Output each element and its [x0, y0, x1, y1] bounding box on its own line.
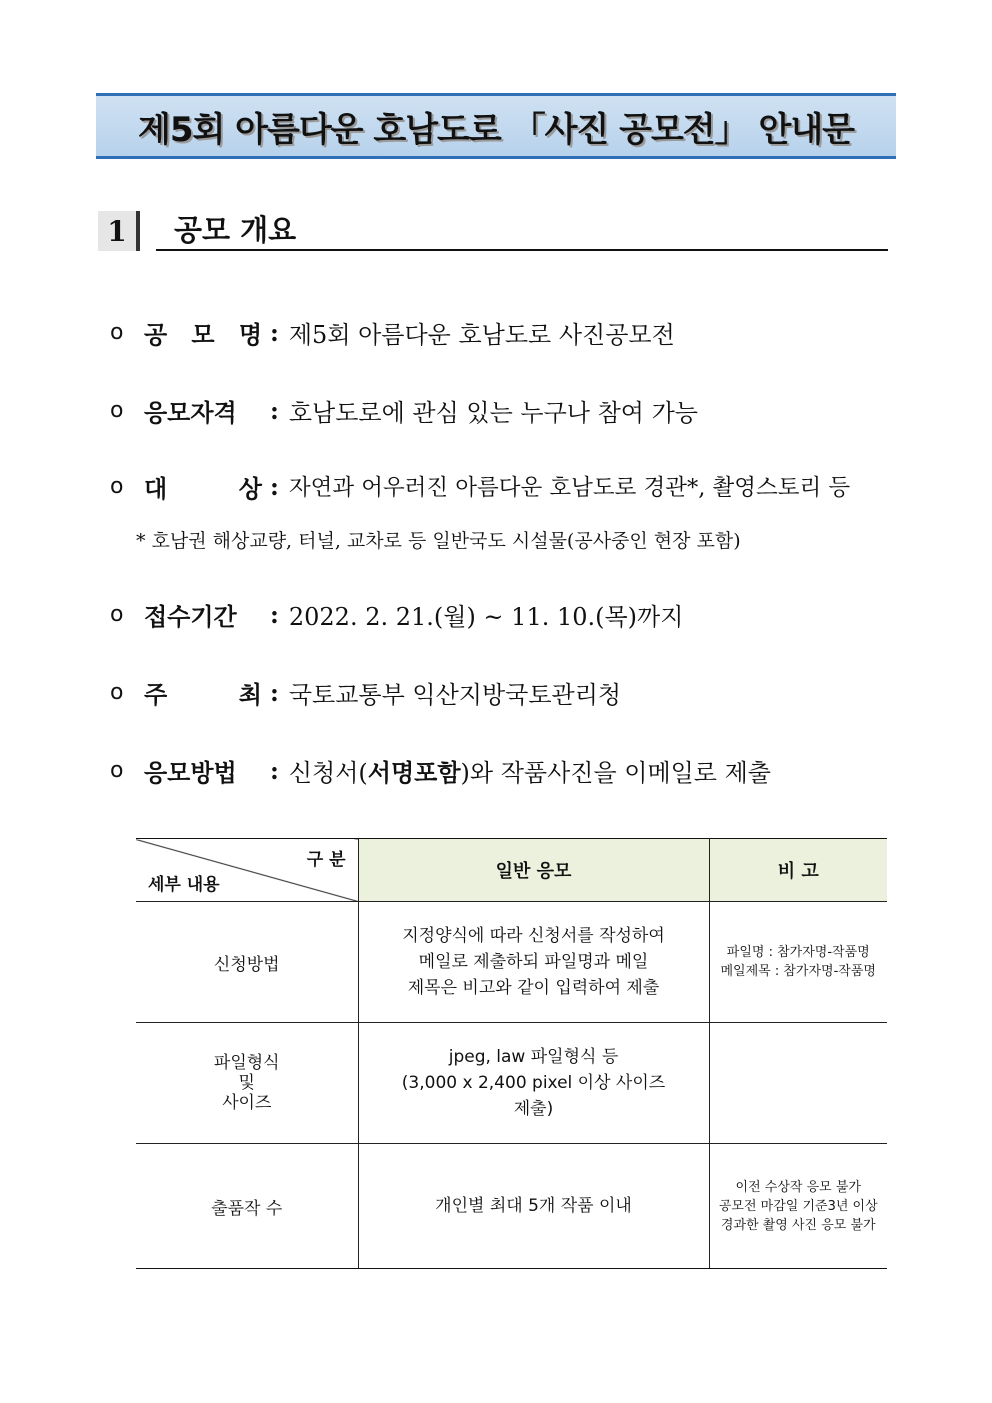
document-title: 제5회 아름다운 호남도로 「사진 공모전」 안내문	[137, 109, 855, 150]
section-header	[98, 211, 888, 253]
item-label: 공 모 명	[144, 319, 262, 349]
colon: :	[270, 395, 279, 425]
remark-line: 메일제목 : 참가자명-작품명	[720, 964, 876, 979]
row-content	[358, 902, 709, 1023]
header-remark: 비 고	[709, 839, 887, 902]
content-line: 제목은 비고와 같이 입력하여 제출	[407, 978, 660, 998]
document-title-banner	[96, 93, 896, 159]
category-line: 파일형식	[213, 1053, 280, 1073]
row-category: 신청방법	[136, 902, 358, 1023]
item-label: 주 최	[144, 679, 262, 709]
item-label: 접수기간	[144, 601, 237, 631]
table-row	[136, 902, 887, 1023]
row-remark	[709, 1144, 887, 1269]
remark-line: 경과한 촬영 사진 응모 불가	[720, 1217, 876, 1233]
row-category: 출품작 수	[136, 1144, 358, 1269]
item-period	[110, 594, 683, 634]
bullet: o	[110, 473, 124, 499]
row-content	[358, 1144, 709, 1269]
content-line: 제출)	[513, 1099, 554, 1119]
value-post: )와 작품사진을 이메일로 제출	[460, 758, 771, 787]
header-detail-label: 세부 내용	[148, 875, 220, 895]
value-bold: 서명포함	[367, 757, 461, 787]
content-line: (3,000 x 2,400 pixel 이상 사이즈	[401, 1073, 666, 1093]
section-number: 1	[98, 211, 140, 251]
item-label: 응모자격	[144, 397, 237, 427]
table-row	[136, 1144, 887, 1269]
category-line: 사이즈	[222, 1093, 272, 1113]
item-value	[289, 753, 771, 788]
diagonal-header-cell	[136, 839, 358, 902]
content-line: 메일로 제출하되 파일명과 메일	[418, 952, 649, 972]
content-line: 개인별 최대 5개 작품 이내	[435, 1196, 632, 1216]
colon: :	[270, 755, 279, 785]
remark-line: 파일명 : 참가자명-작품명	[726, 945, 870, 960]
colon: :	[270, 677, 279, 707]
details-table	[136, 838, 887, 1269]
footnote: * 호남권 해상교량, 터널, 교차로 등 일반국도 시설물(공사중인 현장 포함)	[136, 530, 741, 552]
item-eligibility	[110, 390, 698, 430]
bullet: o	[110, 601, 124, 627]
item-value: 제5회 아름다운 호남도로 사진공모전	[288, 320, 675, 349]
header-general: 일반 응모	[358, 839, 709, 902]
bullet: o	[110, 679, 124, 705]
item-label: 대 상	[144, 473, 262, 503]
row-content	[358, 1023, 709, 1144]
remark-line: 이전 수상작 응모 불가	[735, 1179, 861, 1195]
table-header-row	[136, 839, 887, 902]
colon: :	[270, 471, 279, 501]
item-value: 자연과 어우러진 아름다운 호남도로 경관*, 촬영스토리 등	[288, 475, 851, 501]
item-contest-name	[110, 312, 675, 352]
bullet: o	[110, 319, 124, 345]
item-label: 응모방법	[144, 757, 237, 787]
colon: :	[270, 317, 279, 347]
remark-line: 공모전 마감일 기준3년 이상	[718, 1198, 878, 1214]
item-value: 2022. 2. 21.(월) ~ 11. 10.(목)까지	[288, 602, 684, 631]
content-line: jpeg, law 파일형식 등	[448, 1047, 619, 1067]
item-value: 호남도로에 관심 있는 누구나 참여 가능	[288, 398, 698, 427]
bullet: o	[110, 397, 124, 423]
section-title: 공모 개요	[156, 211, 888, 251]
header-category-label: 구 분	[306, 850, 346, 870]
category-line: 및	[238, 1073, 255, 1093]
content-line: 지정양식에 따라 신청서를 작성하여	[402, 926, 665, 946]
item-host	[110, 672, 621, 712]
value-pre: 신청서(	[288, 758, 368, 787]
item-method	[110, 750, 771, 790]
row-remark	[709, 1023, 887, 1144]
item-value: 국토교통부 익산지방국토관리청	[288, 680, 622, 709]
colon: :	[270, 599, 279, 629]
bullet: o	[110, 757, 124, 783]
item-subject	[110, 466, 850, 506]
row-category	[136, 1023, 358, 1144]
row-remark	[709, 902, 887, 1023]
table-row	[136, 1023, 887, 1144]
